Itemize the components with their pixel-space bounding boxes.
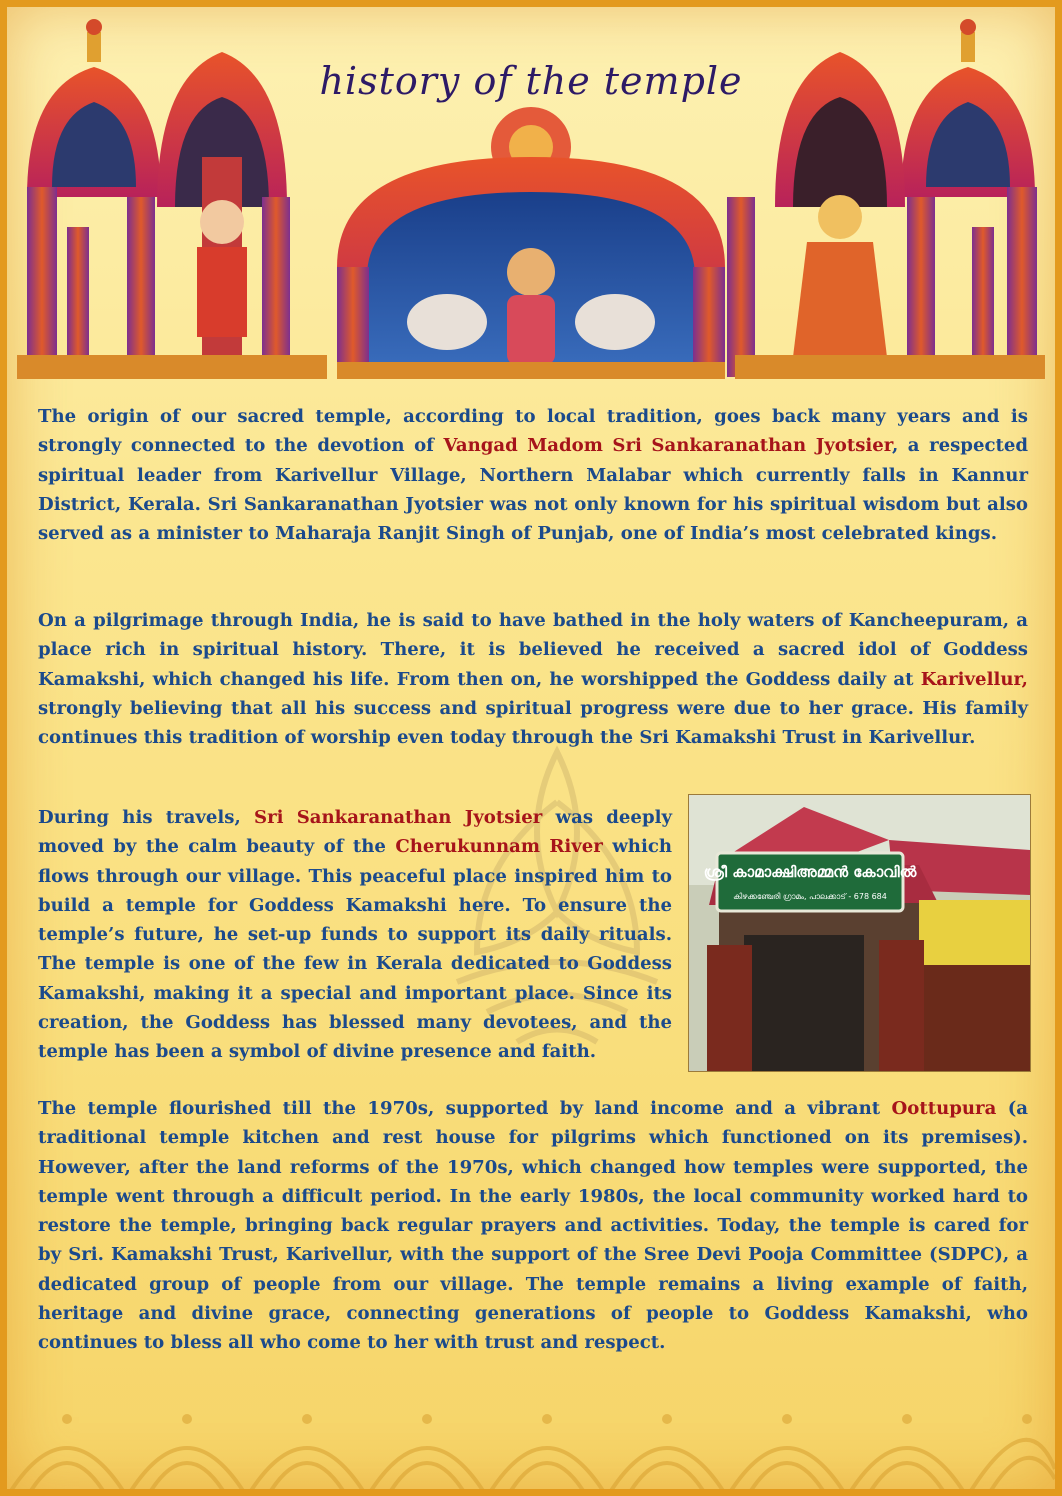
history-paragraph-revival <box>38 1094 1028 1358</box>
paragraph-text: The origin of our sacred temple, according to local tradition, goes back many years and is strongly connected to the devotion of <box>38 406 1028 457</box>
paragraph-text: strongly believing that all his success and spiritual progress were due to her grace. His family continues this tradition of worship even today through the Sri Kamakshi Trust in Karivellur. <box>38 697 1028 749</box>
sign-title: ശ്രീ കാമാക്ഷിഅമ്മൻ കോവിൽ <box>703 863 917 881</box>
history-paragraph-origin <box>38 402 1028 548</box>
page-title: history of the temple <box>319 59 743 103</box>
paragraph-text: During his travels, <box>38 807 254 828</box>
paragraph-text: The temple flourished till the 1970s, supported by land income and a vibrant <box>38 1098 892 1119</box>
history-paragraph-pilgrimage <box>38 606 1028 752</box>
paragraph-text: , a respected spiritual leader from Karivellur Village, Northern Malabar which currently falls in Kannur District, Kerala. Sri Sankaranathan Jyotsier was not only known for his spiritual wisdom but also served as a minister to Maharaja Ranjit Singh of Punjab, one of India’s most celebrated kings. <box>38 435 1028 545</box>
paragraph-text: which flows through our village. This peaceful place inspired him to build a temple for Goddess Kamakshi here. To ensure the temple’s future, he set-up funds to support its daily rituals. The temple is one of the few in Kerala dedicated to Goddess Kamakshi, making it a special and important place. Since its creation, the Goddess has blessed many devotees, and the temple has been a symbol of divine presence and faith. <box>38 836 672 1063</box>
sign-subtitle: കിഴക്കഞ്ചേരി ഗ്രാമം, പാലക്കാട് - 678 684 <box>733 892 887 901</box>
decorative-footer-arches <box>7 1379 1055 1496</box>
paragraph-text: (a traditional temple kitchen and rest house for pilgrims which functioned on its premises). However, after the land reforms of the 1970s, which changed how temples were supported, the temple went through a difficult period. In the early 1980s, the local community worked hard to restore the temple, bringing back regular prayers and activities. Today, the temple is cared for by Sri. Kamakshi Trust, Karivellur, with the support of the Sree Devi Pooja Committee (SDPC), a dedicated group of people from our village. The temple remains a living example of faith, heritage and divine grace, connecting generations of people to Goddess Kamakshi, who continues to bless all who come to her with trust and respect. <box>38 1098 1028 1354</box>
history-paragraph-founding <box>38 803 672 1067</box>
highlight-founder-name: Sri Sankaranathan Jyotsier <box>254 807 543 828</box>
paragraph-text: was deeply moved by the calm beauty of the <box>38 807 672 858</box>
paragraph-text: On a pilgrimage through India, he is said to have bathed in the holy waters of Kancheepuram, a place rich in spiritual history. There, it is believed he received a sacred idol of Goddess Kamakshi, which changed his life. From then on, he worshipped the Goddess daily at <box>38 610 1028 690</box>
temple-entrance-photo <box>688 794 1031 1072</box>
highlight-oottupura: Oottupura <box>891 1098 997 1119</box>
highlight-village-name: Karivellur, <box>920 668 1028 690</box>
highlight-river-name: Cherukunnam River <box>395 836 603 858</box>
highlight-founder-name: Vangad Madom Sri Sankaranathan Jyotsier <box>443 435 892 457</box>
center-shrine <box>337 107 725 379</box>
